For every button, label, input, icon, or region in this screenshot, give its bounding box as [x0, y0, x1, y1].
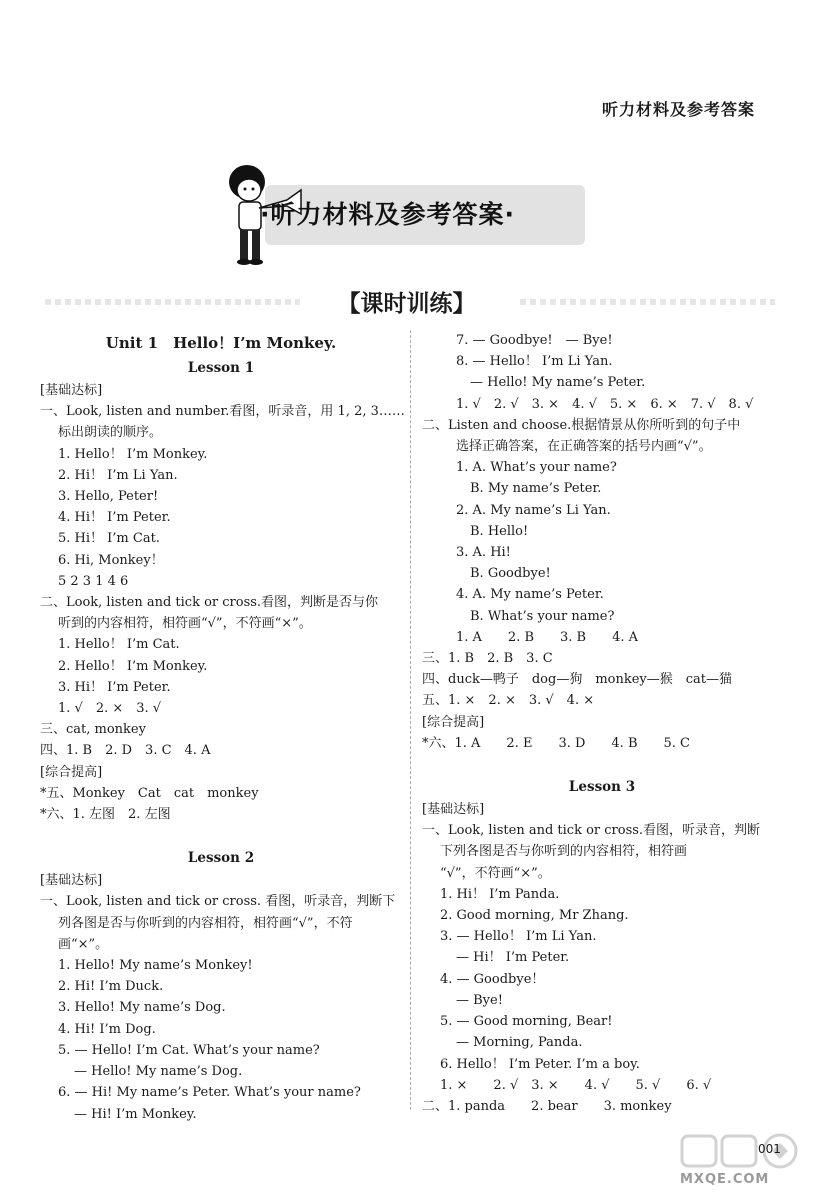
text-line: B. Goodbye!	[470, 566, 551, 582]
text-line: 二、1. panda 2. bear 3. monkey	[422, 1098, 672, 1114]
text-line: 5 2 3 1 4 6	[58, 573, 129, 589]
text-line: 4. Hi！ I’m Peter.	[58, 510, 171, 526]
text-line: B. My name’s Peter.	[470, 481, 602, 497]
text-line: 一、Look, listen and tick or cross.看图，听录音，判断	[422, 823, 761, 839]
text-line: — Bye!	[456, 992, 503, 1008]
text-line: 五、1. × 2. × 3. √ 4. ×	[422, 693, 595, 709]
spacer	[40, 825, 402, 846]
banner	[215, 160, 635, 270]
text-line: [综合提高]	[40, 764, 103, 780]
text-line: 6. — Hi! My name’s Peter. What’s your name?	[58, 1085, 361, 1101]
text-line: 6. Hello！ I’m Peter. I’m a boy.	[440, 1056, 640, 1072]
text-line: *六、1. A 2. E 3. D 4. B 5. C	[422, 735, 690, 751]
text-line: 3. Hello! My name’s Dog.	[58, 1000, 226, 1016]
text-line: 4. A. My name’s Peter.	[456, 587, 604, 603]
text-line: B. What’s your name?	[470, 608, 615, 624]
text-line: — Hello! My name’s Dog.	[74, 1064, 243, 1080]
text-line: 列各图是否与你听到的内容相符，相符画“√”，不符	[58, 915, 353, 931]
text-line: 三、1. B 2. B 3. C	[422, 651, 553, 667]
text-line: “√”，不符画“×”。	[440, 865, 551, 881]
text-line: 四、duck—鸭子 dog—狗 monkey—猴 cat—猫	[422, 672, 733, 688]
text-line: 选择正确答案，在正确答案的括号内画“√”。	[456, 439, 712, 455]
text-line: 3. — Hello！ I’m Li Yan.	[440, 929, 597, 945]
text-line: 4. — Goodbye！	[440, 971, 545, 987]
text-line: 6. Hi, Monkey！	[58, 552, 164, 568]
text-line: 2. Hello！ I’m Monkey.	[58, 658, 208, 674]
text-line: *五、Monkey Cat cat monkey	[40, 785, 259, 801]
spacer	[422, 754, 782, 775]
text-line: 下列各图是否与你听到的内容相符，相符画	[440, 844, 688, 860]
text-line: 3. Hello, Peter!	[58, 489, 159, 505]
text-line: 四、1. B 2. D 3. C 4. A	[40, 743, 211, 759]
text-line: 一、Look, listen and tick or cross. 看图，听录音，判断下	[40, 894, 396, 910]
text-line: [基础达标]	[422, 802, 485, 818]
page-number: 001	[758, 1142, 781, 1156]
text-line: 画“×”。	[58, 936, 109, 952]
text-line: — Morning, Panda.	[456, 1035, 583, 1051]
text-line: 1. √ 2. √ 3. × 4. √ 5. × 6. × 7. √ 8. √	[456, 396, 754, 412]
text-line: 1. √ 2. × 3. √	[58, 701, 162, 717]
text-line: B. Hello!	[470, 523, 529, 539]
text-line: 1. × 2. √ 3. × 4. √ 5. √ 6. √	[440, 1077, 712, 1093]
section-title: 【课时训练】	[337, 291, 476, 317]
text-line: 1. A. What’s your name?	[456, 460, 617, 476]
text-line: 一、Look, listen and number.看图，听录音，用 1, 2, 3……	[40, 404, 405, 420]
text-line: 4. Hi! I’m Dog.	[58, 1021, 156, 1037]
text-line: 1. A 2. B 3. B 4. A	[456, 629, 639, 645]
text-line: 3. Hi！ I’m Peter.	[58, 679, 171, 695]
text-line: 8. — Hello！ I’m Li Yan.	[456, 354, 613, 370]
text-line: 2. Good morning, Mr Zhang.	[440, 908, 629, 924]
unit-title: Unit 1 Hello！I’m Monkey.	[105, 334, 337, 352]
text-line: — Hello! My name’s Peter.	[470, 375, 646, 391]
text-line: 听到的内容相符，相符画“√”，不符画“×”。	[58, 616, 312, 632]
text-line: 二、Look, listen and tick or cross.看图，判断是否与你	[40, 595, 379, 611]
text-line: 2. Hi！ I’m Li Yan.	[58, 467, 178, 483]
banner-title: ·听力材料及参考答案·	[260, 200, 515, 229]
text-line: 1. Hi！ I’m Panda.	[440, 886, 560, 902]
text-line: 2. A. My name’s Li Yan.	[456, 502, 611, 518]
right-column	[422, 330, 782, 1117]
text-line: [综合提高]	[422, 714, 485, 730]
text-line: 5. — Hello! I’m Cat. What’s your name?	[58, 1042, 320, 1058]
text-line: 1. Hello！ I’m Cat.	[58, 637, 180, 653]
lesson-title: Lesson 2	[187, 850, 255, 867]
text-line: — Hi! I’m Monkey.	[74, 1106, 197, 1122]
running-header: 听力材料及参考答案	[601, 100, 755, 119]
text-line: 5. — Good morning, Bear!	[440, 1014, 613, 1030]
text-line: 1. Hello！ I’m Monkey.	[58, 446, 208, 462]
watermark-logo-icon	[680, 1132, 802, 1170]
text-line: [基础达标]	[40, 873, 103, 889]
left-column	[40, 330, 405, 1125]
text-line: — Hi！ I’m Peter.	[456, 950, 570, 966]
lesson-title: Lesson 3	[568, 779, 636, 796]
watermark-url: MXQE.COM	[680, 1172, 770, 1187]
text-line: 标出朗读的顺序。	[58, 425, 163, 441]
text-line: *六、1. 左图 2. 左图	[40, 807, 171, 823]
text-line: 3. A. Hi!	[456, 545, 511, 561]
text-line: 5. Hi！ I’m Cat.	[58, 531, 160, 547]
lesson-title: Lesson 1	[187, 360, 255, 376]
text-line: 7. — Goodbye! — Bye!	[456, 333, 613, 348]
text-line: [基础达标]	[40, 383, 103, 398]
text-line: 三、cat, monkey	[40, 722, 146, 738]
column-divider	[410, 330, 411, 1110]
text-line: 1. Hello! My name’s Monkey!	[58, 958, 253, 974]
text-line: 二、Listen and choose.根据情景从你所听到的句子中	[422, 417, 741, 433]
text-line: 2. Hi! I’m Duck.	[58, 979, 164, 995]
